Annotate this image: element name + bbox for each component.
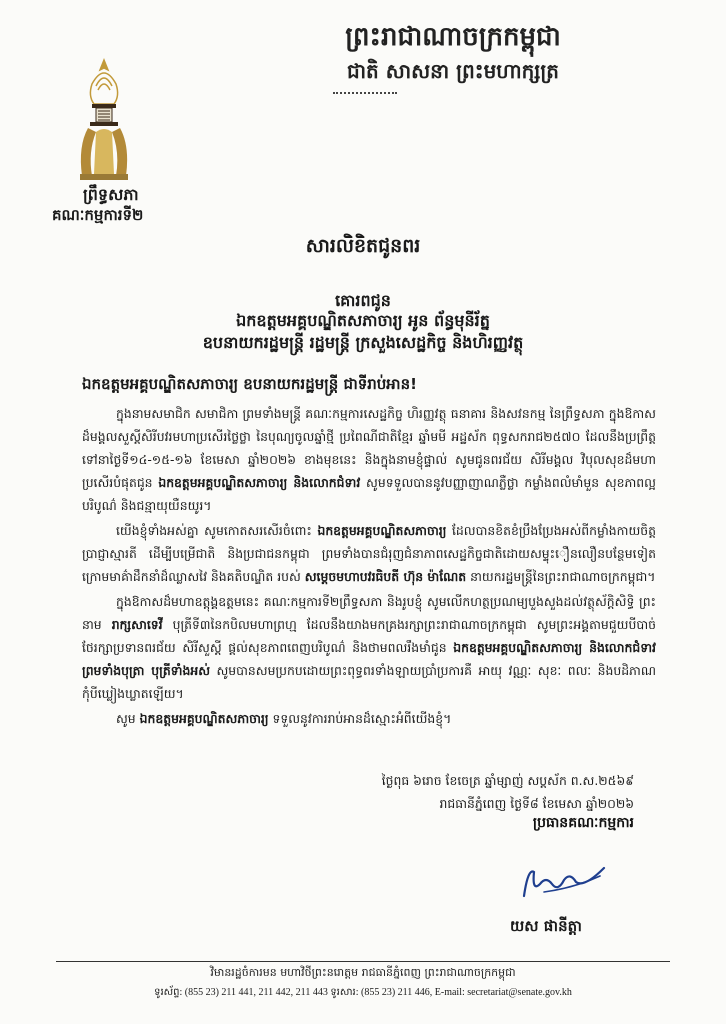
paragraph-2: [82, 519, 656, 588]
kingdom-title: ព្រះរាជាណាចក្រកម្ពុជា: [345, 22, 561, 52]
p3-bold-2: ឯកឧត្ដមអគ្គបណ្ឌិតសភាចារ្យ និងលោកជំទាវ ព្រមទាំងបុត្រា បុត្រីទាំងអស់: [82, 640, 656, 678]
footer-address: វិមានរដ្ឋចំការមន មហាវិថីព្រះនរោត្តម រាជធានីភ្នំពេញ ព្រះរាជាណាចក្រកម្ពុជា: [210, 966, 516, 979]
p2-bold: ឯកឧត្ដមអគ្គបណ្ឌិតសភាចារ្យ: [317, 523, 447, 538]
recipient-label: គោរពជូន: [335, 291, 391, 310]
p2-tail: នាយករដ្ឋមន្រ្តីនៃព្រះរាជាណាចក្រកម្ពុជា។: [470, 569, 656, 584]
p3-text: ក្នុងឱកាសដ៏មហាឧត្ដុង្គឧត្ដមនេះ គណៈកម្មការទី២ព្រឹទ្ធសភា និងរូបខ្ញុំ សូមលើកហត្ថប្រណម្យបួងសួងដល់វត្ថុស័ក្ដិសិទ្ធិ ព្រះនាម: [82, 594, 656, 632]
signature-icon: [514, 862, 610, 902]
signer-name: យស ផានីត្តា: [510, 917, 582, 935]
p3-tail: សូមបានសមប្រកបដោយព្រះពុទ្ធពរទាំងឡាយប្រាំប្រការគឺ អាយុ វណ្ណៈ សុខៈ ពលៈ និងបដិភាណ កុំបីឃ្លៀងឃ្លាតឡើយ។: [82, 663, 656, 701]
fax-label: ទូរសារ:: [330, 987, 359, 998]
letter-body: [82, 402, 656, 732]
senate-emblem-icon: [74, 56, 134, 182]
p1-tail: សូមទទួលបាននូវបញ្ញាញាណភ្លឺថ្លា កម្លាំងពលំមាំមួន សុខភាពល្អបរិបូណ៌ និងជន្មាយុយឺនយូរ។: [82, 475, 656, 513]
footer-divider: [56, 961, 670, 962]
recipient-name: ឯកឧត្ដមអគ្គបណ្ឌិតសភាចារ្យ អូន ព័ន្ធមុនីរ័ត្ន: [236, 311, 490, 330]
p1-text: ក្នុងនាមសមាជិក សមាជិកា ព្រមទាំងមន្រ្តី គណៈកម្មការសេដ្ឋកិច្ច ហិរញ្ញវត្ថុ ធនាគារ និងសវនកម្ម នៃព្រឹទ្ធសភា ក្នុងឱកាសដ៏មង្គលសួស្ដីសិរីបវរមហាប្រសើរថ្លៃថ្លា នៃបុណ្យចូលឆ្នាំថ្មី ប្រពៃណីជាតិខ្មែរ ឆ្នាំមមី អដ្ឋស័ក ពុទ្ធសករាជ២៥៧០ ដែលនឹងប្រព្រឹត្តទៅនាថ្ងៃទី១៤-១៥-១៦ ខែមេសា ឆ្នាំ២០២៦ ខាងមុខនេះ និងក្នុងនាមខ្ញុំផ្ទាល់ សូមជូនពរជ័យ សិរីមង្គល វិបុលសុខដ៏មហាប្រសើរបំផុតជូន: [82, 406, 656, 490]
letter-title: សារលិខិតជូនពរ: [305, 235, 421, 257]
paragraph-1: [82, 402, 656, 517]
recipient-position: ឧបនាយករដ្ឋមន្រ្តី រដ្ឋមន្រ្តី ក្រសួងសេដ្ឋកិច្ច និងហិរញ្ញវត្ថុ: [202, 333, 524, 352]
p2-bold-2: សម្ដេចមហាបវរធិបតី ហ៊ុន ម៉ាណែត: [304, 569, 467, 584]
institution-name: ព្រឹទ្ធសភា: [83, 185, 139, 204]
salutation: ឯកឧត្ដមអគ្គបណ្ឌិតសភាចារ្យ ឧបនាយករដ្ឋមន្រ្តី ជាទីរាប់អាន!: [82, 375, 417, 393]
commission-name: គណៈកម្មការទី២: [52, 206, 144, 224]
p4-bold: ឯកឧត្ដមអគ្គបណ្ឌិតសភាចារ្យ: [139, 711, 269, 726]
national-motto: ជាតិ សាសនា ព្រះមហាក្សត្រ: [347, 59, 559, 83]
lunar-date: ថ្ងៃពុធ ៦រោច ខែចេត្រ ឆ្នាំម្សាញ់ សប្តស័ក ព.ស.២៥៦៩: [381, 773, 634, 788]
paragraph-3: [82, 590, 656, 705]
p4-tail: ទទួលនូវការរាប់អានដ៏ស្មោះអំពីយើងខ្ញុំ។: [272, 711, 452, 726]
p2-mid: ដែលបានខិតខំប្រឹងប្រែងអស់ពីកម្លាំងកាយចិត្ត ប្រាជ្ញាស្មារតី ដើម្បីបម្រើជាតិ និងប្រជាជនកម្ពុជា ព្រមទាំងបានជំរុញជំនាភាពសេដ្ឋកិច្ចជាតិដោយសម្ទុះឿនលឿនបន្ថែមទៀត ក្រោមមាគ៌ាដឹកនាំដ៏ឈ្លាសវៃ និងគតិបណ្ឌិត របស់: [82, 523, 656, 584]
signer-title: ប្រធានគណៈកម្មការ: [532, 815, 634, 831]
p3-mid: បុត្រីទី៣នៃកបិលមហាព្រហ្ម ដែលនឹងយាងមកគ្រងរក្សាព្រះរាជាណាចក្រកម្ពុជា សូមព្រះអង្គតាមជួយបីបាច់ថែរក្សាប្រទានពរជ័យ សិរីសួស្ដី ផ្ដល់សុខភាពពេញបរិបូណ៌ និងថាមពលរឹងមាំជូន: [82, 617, 656, 655]
fax-number: (855 23) 211 446,: [360, 987, 433, 998]
email-address: E-mail: secretariat@senate.gov.kh: [434, 987, 572, 998]
p4-text: សូម: [116, 711, 136, 726]
phone-label: ទូរស័ព្ទ:: [154, 987, 183, 998]
footer-contact: [0, 985, 726, 1000]
motto-divider: [333, 92, 397, 94]
p1-bold: ឯកឧត្ដមអគ្គបណ្ឌិតសភាចារ្យ និងលោកជំទាវ: [158, 475, 361, 490]
solar-date: រាជធានីភ្នំពេញ ថ្ងៃទី៨ ខែមេសា ឆ្នាំ២០២៦: [439, 796, 634, 811]
paragraph-4: [82, 707, 656, 730]
p2-text: យើងខ្ញុំទាំងអស់គ្នា សូមកោតសរសើរចំពោះ: [116, 523, 312, 538]
p3-bold: រាក្សសាទេវី: [111, 617, 163, 632]
phone-numbers: (855 23) 211 441, 211 442, 211 443: [184, 987, 328, 998]
